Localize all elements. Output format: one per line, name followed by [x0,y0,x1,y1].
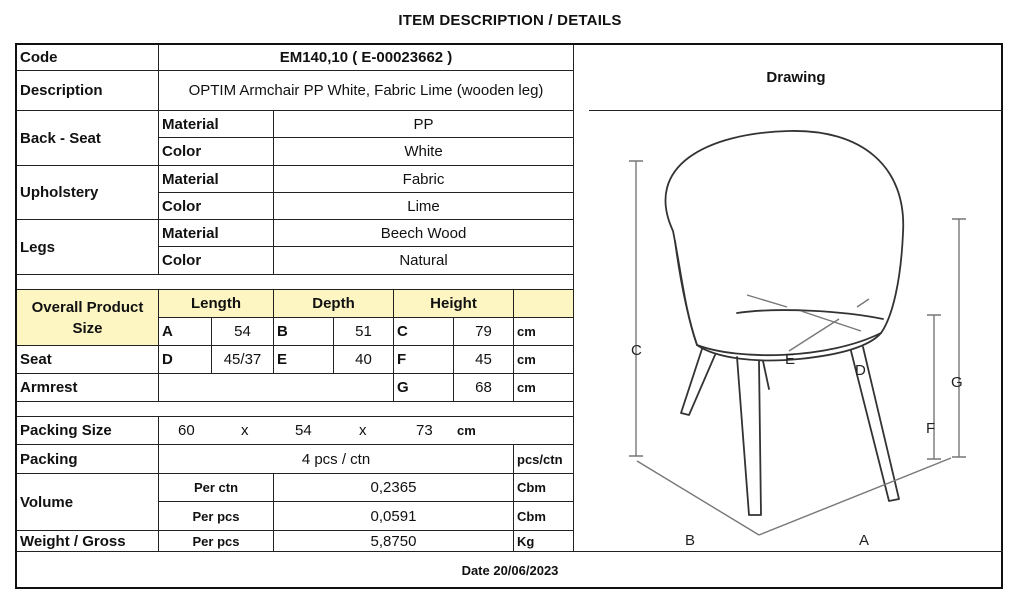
volume-label: Volume [17,474,159,531]
dim-f-line [927,315,941,459]
chair-leg-back-left [681,349,715,415]
spacer [17,275,574,290]
overall-size-label-line2: Size [72,319,103,337]
dim-g-value: 68 [454,374,514,402]
back-seat-label: Back - Seat [17,111,159,166]
back-seat-material-label: Material [159,111,274,138]
legs-color: Natural [274,247,574,275]
description-value: OPTIM Armchair PP White, Fabric Lime (wooden leg) [159,71,574,111]
seat-unit: cm [514,346,574,374]
packing-unit: pcs/ctn [514,445,574,474]
chair-illustration [589,111,1003,551]
packing-height: 73 [416,422,433,439]
label-a: A [859,532,870,549]
drawing-title: Drawing [589,45,1003,111]
label-b: B [685,532,696,549]
upholstery-color: Lime [274,193,574,220]
volume-per-ctn-label: Per ctn [159,474,274,502]
packing-value: 4 pcs / ctn [159,445,514,474]
dim-a-letter: A [159,318,212,346]
page-title: ITEM DESCRIPTION / DETAILS [398,12,622,29]
spec-sheet [15,43,1003,589]
chair-leg-back-right [763,361,769,389]
dim-a-line [759,458,951,535]
armrest-blank [159,374,394,402]
upholstery-color-label: Color [159,193,274,220]
length-header: Length [159,290,274,318]
packing-size-unit: cm [457,423,476,438]
back-seat-color: White [274,138,574,166]
code-value: EM140,10 ( E-00023662 ) [159,45,574,71]
dim-g-letter: G [394,374,454,402]
label-d: D [855,362,866,379]
packing-label: Packing [17,445,159,474]
overall-size-label [17,290,159,346]
dim-b-value: 51 [334,318,394,346]
volume-per-pcs-label: Per pcs [159,502,274,531]
dim-c-line [629,161,643,456]
dim-f-value: 45 [454,346,514,374]
packing-x2: x [359,422,367,439]
packing-depth: 54 [295,422,312,439]
volume-per-pcs-unit: Cbm [514,502,574,531]
chair-drawing [589,111,1003,551]
weight-label: Weight / Gross [17,531,159,551]
label-f: F [926,420,936,437]
packing-width: 60 [178,422,195,439]
legs-color-label: Color [159,247,274,275]
overall-size-label-line1: Overall Product [31,298,144,316]
dim-e-letter: E [274,346,334,374]
overall-unit: cm [514,318,574,346]
dim-a-value: 54 [212,318,274,346]
packing-size-label: Packing Size [17,417,159,445]
back-seat-color-label: Color [159,138,274,166]
upholstery-material-label: Material [159,166,274,193]
dim-c-value: 79 [454,318,514,346]
chair-shell [665,131,903,355]
legs-material: Beech Wood [274,220,574,247]
label-e: E [785,351,796,368]
dim-b-letter: B [274,318,334,346]
dim-e-value: 40 [334,346,394,374]
weight-unit: Kg [514,531,574,551]
code-label: Code [17,45,159,71]
legs-material-label: Material [159,220,274,247]
dim-c-letter: C [394,318,454,346]
dim-b-line [637,461,759,535]
spacer [17,402,574,417]
upholstery-label: Upholstery [17,166,159,220]
packing-x1: x [241,422,249,439]
description-label: Description [17,71,159,111]
dim-f-letter: F [394,346,454,374]
unit-header-blank [514,290,574,318]
weight-per-pcs-label: Per pcs [159,531,274,551]
upholstery-material: Fabric [274,166,574,193]
dim-g-line [952,219,966,457]
armrest-unit: cm [514,374,574,402]
dim-d-letter: D [159,346,212,374]
label-c: C [631,342,642,359]
chair-leg-front-left [737,357,761,515]
date-footer: Date 20/06/2023 [17,551,1003,589]
height-header: Height [394,290,514,318]
back-seat-material: PP [274,111,574,138]
volume-per-ctn: 0,2365 [274,474,514,502]
volume-per-ctn-unit: Cbm [514,474,574,502]
volume-per-pcs: 0,0591 [274,502,514,531]
label-g: G [951,374,963,391]
depth-header: Depth [274,290,394,318]
armrest-label: Armrest [17,374,159,402]
legs-label: Legs [17,220,159,275]
seat-label: Seat [17,346,159,374]
weight-value: 5,8750 [274,531,514,551]
packing-size-values [159,417,574,445]
dim-d-value: 45/37 [212,346,274,374]
